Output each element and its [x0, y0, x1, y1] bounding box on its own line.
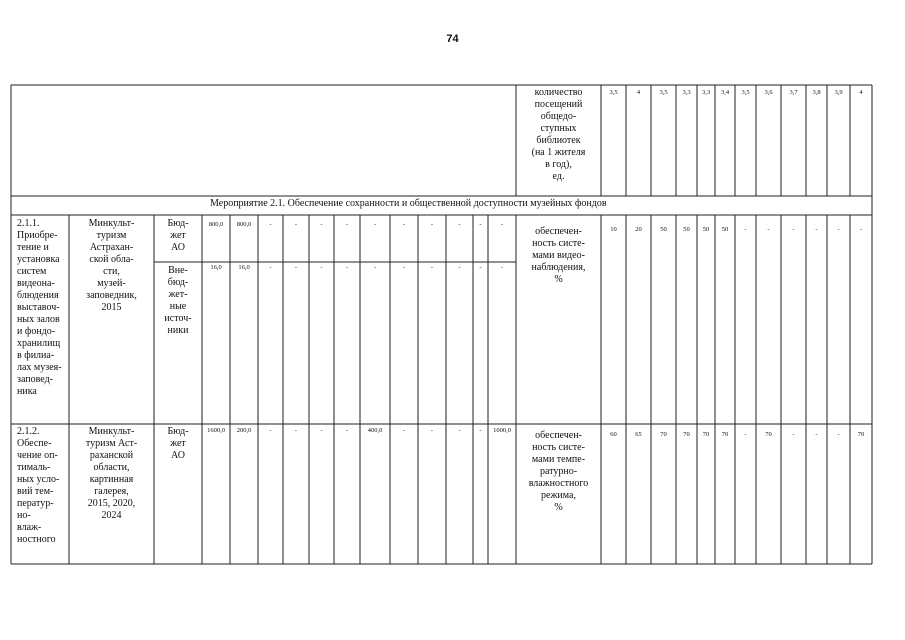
- financing-cell: -: [269, 221, 272, 228]
- value-cell: 70: [683, 431, 690, 438]
- financing-cell: 800,0: [208, 221, 224, 228]
- measure-name: видеона-: [17, 278, 55, 289]
- financing-cell: -: [479, 264, 482, 271]
- indicator-text: общедо-: [540, 111, 577, 122]
- indicator-text: обеспечен-: [535, 430, 582, 441]
- executor-text: Астрахан-: [89, 242, 134, 253]
- measure-name: ника: [17, 386, 37, 397]
- value-cell: 3,7: [789, 89, 798, 96]
- indicator-text: наблюдения,: [531, 262, 586, 273]
- value-cell: -: [792, 226, 795, 233]
- financing-cell: -: [269, 264, 272, 271]
- measure-name: ностного: [17, 534, 56, 545]
- measure-name: тималь-: [17, 462, 51, 473]
- financing-cell: -: [430, 264, 434, 271]
- indicator-text: библиотек: [536, 135, 581, 146]
- financing-cell: -: [373, 221, 377, 228]
- value-cell: 3,5: [659, 89, 668, 96]
- value-cell: 3,3: [682, 89, 691, 96]
- financing-cell: -: [345, 264, 349, 271]
- funding-source: жет: [170, 438, 186, 449]
- indicator-text: количество: [534, 87, 583, 98]
- value-cell: -: [837, 226, 840, 233]
- executor-text: 2015: [101, 302, 122, 313]
- financing-cell: -: [479, 221, 482, 228]
- indicator-text: (на 1 жителя: [531, 147, 586, 158]
- financing-cell: -: [479, 427, 482, 434]
- financing-cell: -: [320, 427, 323, 434]
- indicator-text: ность систе-: [532, 238, 585, 249]
- value-cell: 70: [765, 431, 772, 438]
- funding-source: жет: [170, 230, 186, 241]
- executor-text: Минкульт-: [88, 426, 135, 437]
- measure-name: но-: [17, 510, 31, 521]
- measure-name: 2.1.2.: [17, 426, 40, 437]
- financing-cell: -: [320, 221, 323, 228]
- value-cell: 50: [660, 226, 667, 233]
- measure-name: ных залов: [17, 314, 60, 325]
- value-cell: -: [744, 431, 747, 438]
- financing-cell: 800,0: [236, 221, 252, 228]
- financing-cell: 16,0: [210, 264, 222, 271]
- value-cell: -: [767, 226, 770, 233]
- financing-cell: -: [320, 264, 323, 271]
- measure-name: выставоч-: [17, 302, 60, 313]
- executor-text: сти,: [103, 266, 120, 277]
- financing-cell: -: [402, 264, 406, 271]
- value-cell: 50: [721, 226, 729, 233]
- value-cell: 20: [635, 226, 642, 233]
- indicator-text: ед.: [552, 171, 565, 182]
- section-title: Мероприятие 2.1. Обеспечение сохранности и общественной доступности музейных фондов: [210, 198, 607, 209]
- financing-cell: -: [430, 427, 434, 434]
- financing-cell: -: [458, 264, 461, 271]
- indicator-text: посещений: [534, 99, 583, 110]
- page-number: 74: [446, 33, 459, 45]
- financing-cell: -: [345, 427, 349, 434]
- measure-name: блюдения: [17, 290, 59, 301]
- value-cell: -: [815, 226, 818, 233]
- indicator-text: %: [554, 274, 563, 285]
- measure-name: и фондо-: [17, 326, 56, 337]
- executor-text: туризм Аст-: [85, 438, 138, 449]
- value-cell: -: [792, 431, 795, 438]
- executor-text: ской обла-: [89, 254, 134, 265]
- value-cell: 3,4: [720, 89, 730, 96]
- value-cell: 65: [635, 431, 642, 438]
- funding-source: ники: [167, 325, 189, 336]
- financing-cell: -: [402, 427, 406, 434]
- value-cell: -: [859, 226, 863, 233]
- value-cell: -: [815, 431, 818, 438]
- value-cell: 3,5: [609, 89, 618, 96]
- financing-cell: -: [500, 264, 504, 271]
- measure-name: ператур-: [17, 498, 54, 509]
- financing-cell: -: [500, 221, 504, 228]
- executor-text: заповедник,: [86, 290, 137, 301]
- executor-text: музей-: [97, 278, 126, 289]
- indicator-text: мами темпе-: [531, 454, 586, 465]
- indicator-text: ратурно-: [539, 466, 578, 477]
- value-cell: 3,8: [812, 89, 821, 96]
- measure-name: тение и: [17, 242, 49, 253]
- measure-name: хранилищ: [17, 338, 61, 349]
- measure-name: ных усло-: [17, 474, 60, 485]
- financing-cell: -: [373, 264, 377, 271]
- value-cell: 3,6: [764, 89, 773, 96]
- indicator-text: мами видео-: [532, 250, 585, 261]
- financing-cell: -: [402, 221, 406, 228]
- financing-cell: -: [294, 427, 298, 434]
- financing-cell: 200,0: [236, 427, 252, 434]
- executor-text: Минкульт-: [88, 218, 135, 229]
- financing-cell: -: [269, 427, 272, 434]
- financing-cell: -: [430, 221, 434, 228]
- financing-cell: -: [294, 264, 298, 271]
- value-cell: 70: [857, 431, 865, 438]
- indicator-text: влажностного: [528, 478, 589, 489]
- executor-text: 2015, 2020,: [87, 498, 136, 509]
- measure-name: чение оп-: [17, 450, 58, 461]
- indicator-text: в год),: [545, 159, 572, 170]
- value-cell: 3,5: [741, 89, 750, 96]
- measure-name: вий тем-: [17, 486, 54, 497]
- value-cell: 4: [636, 89, 641, 96]
- executor-text: туризм: [96, 230, 127, 241]
- value-cell: 50: [683, 226, 690, 233]
- measure-name: 2.1.1.: [17, 218, 40, 229]
- financing-cell: 1600,0: [207, 427, 225, 434]
- executor-text: картинная: [89, 474, 134, 485]
- measure-name: Обеспе-: [17, 438, 52, 449]
- financing-cell: 400,0: [367, 427, 383, 434]
- executor-text: 2024: [101, 510, 122, 521]
- financing-cell: 16,0: [238, 264, 250, 271]
- value-cell: 3,3: [701, 89, 711, 96]
- financing-cell: -: [458, 221, 461, 228]
- executor-text: галерея,: [94, 486, 129, 497]
- measure-name: влаж-: [17, 522, 42, 533]
- funding-source: ные: [169, 301, 187, 312]
- value-cell: -: [837, 431, 840, 438]
- executor-text: раханской: [89, 450, 134, 461]
- indicator-text: %: [554, 502, 563, 513]
- measure-name: установка: [17, 254, 60, 265]
- funding-source: Бюд-: [167, 426, 189, 437]
- funding-source: бюд-: [167, 277, 189, 288]
- measure-name: Приобре-: [17, 230, 58, 241]
- value-cell: 10: [610, 226, 617, 233]
- value-cell: 60: [610, 431, 617, 438]
- value-cell: 50: [702, 226, 710, 233]
- funding-source: источ-: [164, 313, 192, 324]
- value-cell: 70: [660, 431, 667, 438]
- measure-name: лах музея-: [17, 362, 62, 373]
- indicator-text: ность систе-: [532, 442, 585, 453]
- value-cell: 70: [721, 431, 729, 438]
- indicator-text: обеспечен-: [535, 226, 582, 237]
- value-cell: -: [744, 226, 747, 233]
- measure-name: заповед-: [17, 374, 53, 385]
- financing-cell: 1000,0: [493, 427, 511, 434]
- measure-name: в филиа-: [17, 350, 55, 361]
- funding-source: Бюд-: [167, 218, 189, 229]
- funding-source: Вне-: [168, 265, 188, 276]
- executor-text: области,: [93, 462, 130, 473]
- value-cell: 4: [859, 89, 863, 96]
- funding-source: жет-: [168, 289, 188, 300]
- funding-source: АО: [171, 450, 185, 461]
- funding-source: АО: [171, 242, 185, 253]
- measure-name: систем: [17, 266, 47, 277]
- indicator-text: режима,: [541, 490, 576, 501]
- indicator-text: ступных: [540, 123, 577, 134]
- value-cell: 3,9: [834, 89, 843, 96]
- financing-cell: -: [345, 221, 349, 228]
- financing-cell: -: [294, 221, 298, 228]
- financing-cell: -: [458, 427, 461, 434]
- value-cell: 70: [702, 431, 710, 438]
